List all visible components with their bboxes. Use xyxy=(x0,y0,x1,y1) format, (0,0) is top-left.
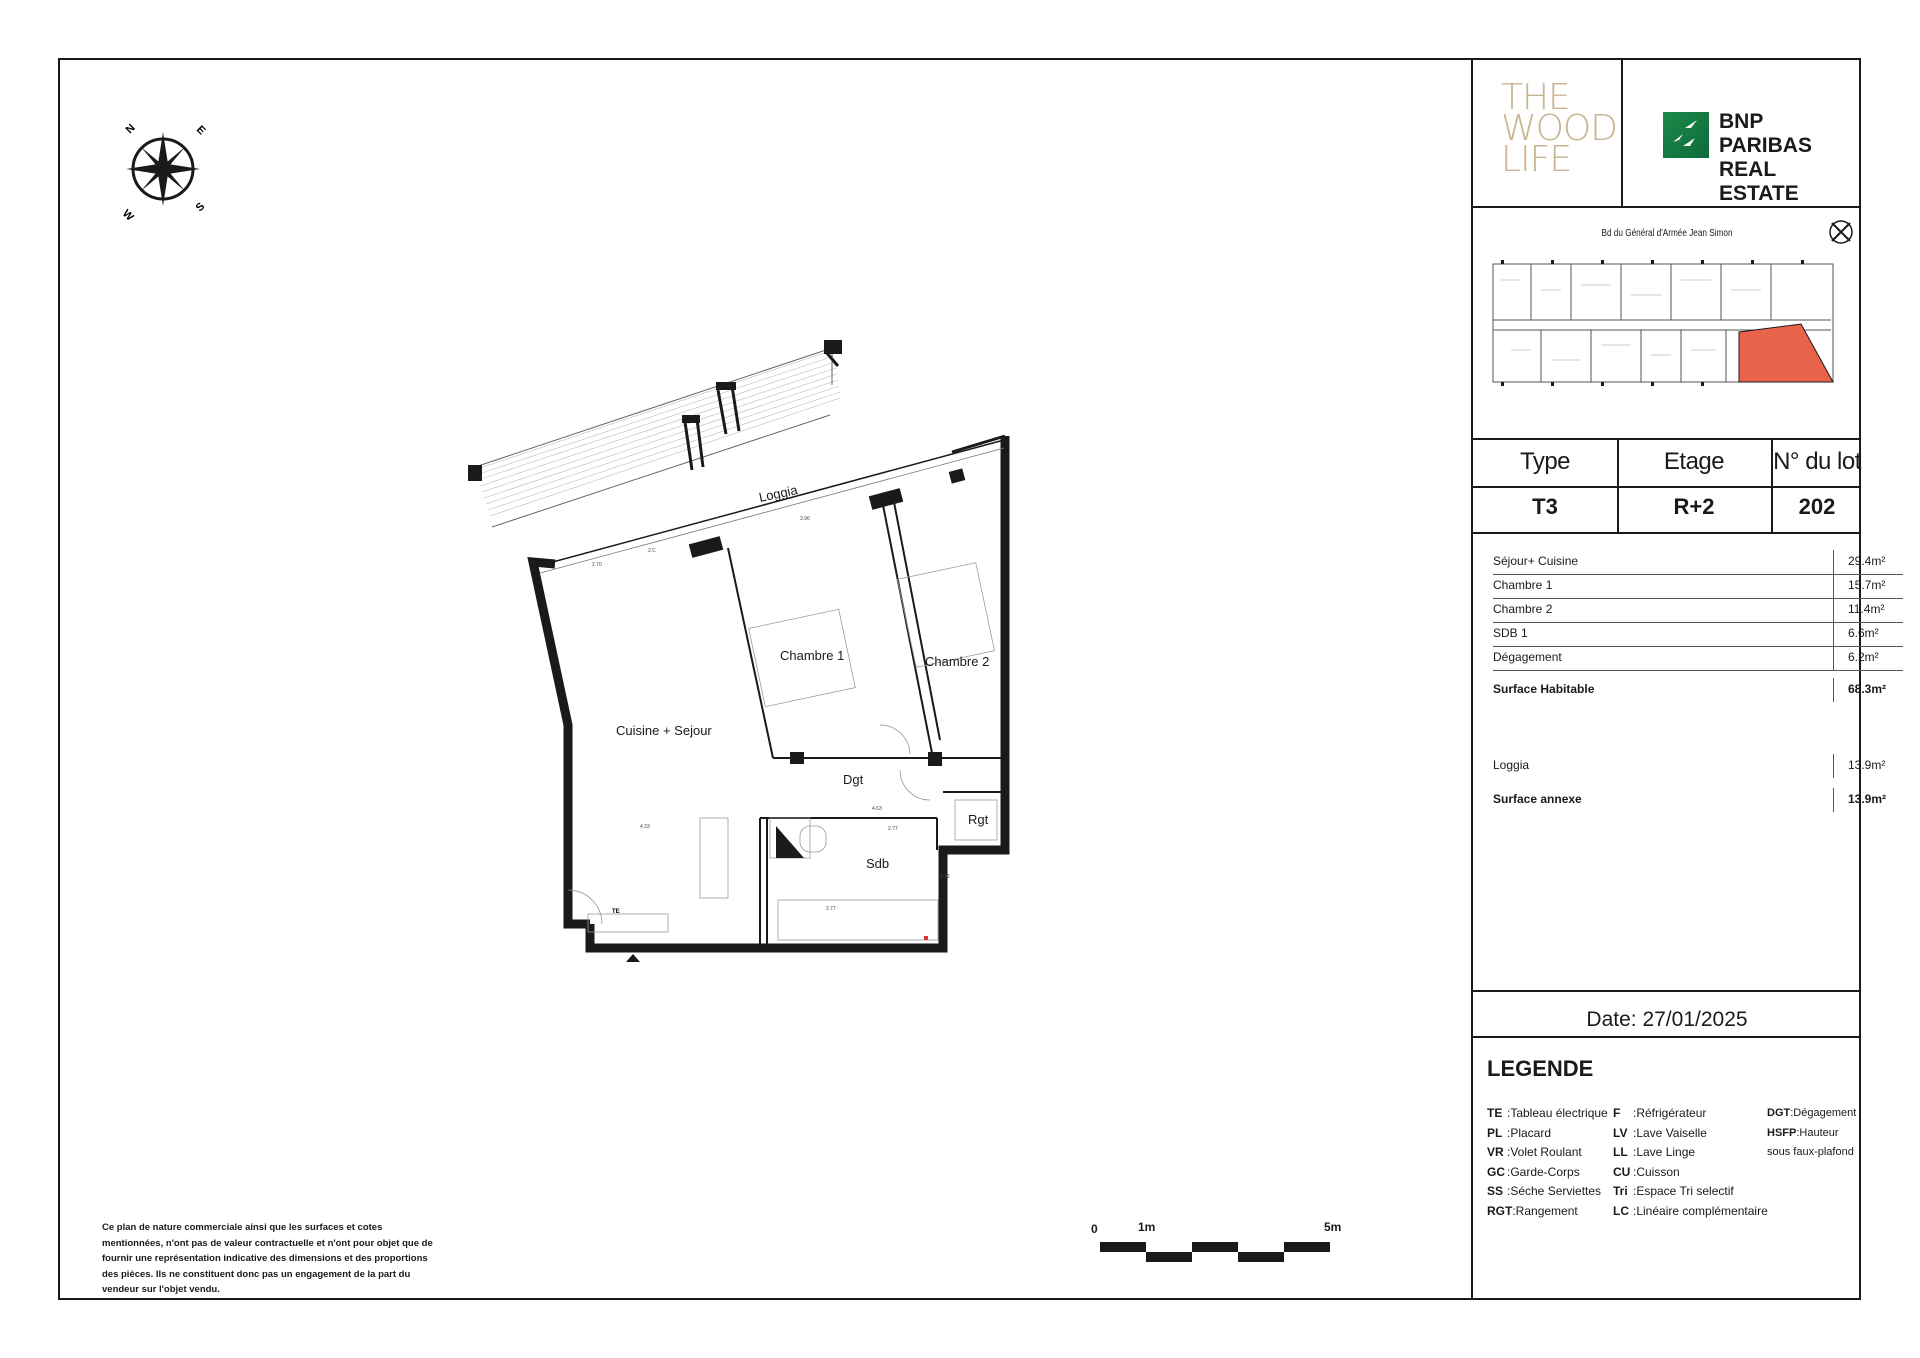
floor-value: R+2 xyxy=(1673,494,1715,519)
surface-row: SDB 1 6.6m² xyxy=(1493,622,1903,647)
legend-item: LV :Lave Vaiselle xyxy=(1613,1125,1707,1140)
plan-date: Date: 27/01/2025 xyxy=(1586,1008,1748,1031)
legend-item: Tri :Espace Tri selectif xyxy=(1613,1184,1734,1198)
compass-n: N xyxy=(123,122,138,137)
legend-item: TE :Tableau électrique xyxy=(1487,1106,1608,1120)
lot-number-value: 202 xyxy=(1798,494,1836,519)
legend-item: VR :Volet Roulant xyxy=(1487,1145,1582,1159)
room-rgt: Rgt xyxy=(968,812,989,827)
bnp-paribas-logo-icon xyxy=(1663,112,1709,158)
bnp-paribas-wordmark: BNP PARIBAS REAL ESTATE xyxy=(1719,110,1812,205)
compass-e: E xyxy=(193,123,208,138)
legend-item: SS :Séche Serviettes xyxy=(1487,1184,1602,1198)
svg-text:3.96: 3.96 xyxy=(800,516,810,522)
compass-s: S xyxy=(193,200,208,215)
surface-annexe-row: Surface annexe 13.9m² xyxy=(1493,788,1903,812)
label-te: TE xyxy=(612,909,620,915)
surface-row: Chambre 2 11.4m² xyxy=(1493,598,1903,623)
legend-col-2 xyxy=(1613,1104,1768,1221)
room-dgt: Dgt xyxy=(843,772,864,787)
legend-item: CU :Cuisson xyxy=(1613,1164,1680,1179)
svg-text:4.63: 4.63 xyxy=(872,806,882,812)
highlighted-lot xyxy=(1739,324,1833,382)
svg-text:2.70: 2.70 xyxy=(592,562,602,568)
legend-item: PL :Placard xyxy=(1487,1125,1552,1140)
surface-row: Dégagement 6.2m² xyxy=(1493,646,1903,671)
compass-w: W xyxy=(119,207,136,224)
room-sdb: Sdb xyxy=(866,856,890,871)
room-loggia: Loggia xyxy=(757,482,799,505)
disclaimer-text: Ce plan de nature commerciale ainsi que les surfaces et cotes mentionnées, n'ont pas de valeur contractuelle et n'ont pour objet que de fournir une représentation indicative des dimensions et des proportions des pièces. Ils ne constituent donc pas un engagement de la part du vendeur sur l'objet vendu. xyxy=(102,1222,433,1295)
plan-sheet xyxy=(58,58,1887,1300)
info-panel xyxy=(1471,60,1887,1298)
the-wood-life-logo: THE WOOD LIFE xyxy=(1501,77,1617,180)
legend-item: LC :Linéaire complémentaire xyxy=(1613,1203,1768,1218)
scale-one: 1m xyxy=(1138,1220,1156,1234)
type-value: T3 xyxy=(1532,494,1558,519)
legend-item: GC :Garde-Corps xyxy=(1487,1164,1580,1179)
scale-zero: 0 xyxy=(1091,1222,1098,1236)
annex-row: Loggia 13.9m² xyxy=(1493,754,1903,778)
room-chambre2: Chambre 2 xyxy=(925,654,990,669)
mini-compass-icon xyxy=(1827,218,1855,246)
street-name: Bd du Général d'Armée Jean Simon xyxy=(1601,228,1733,239)
floor-label: Etage xyxy=(1663,448,1725,475)
room-sejour: Cuisine + Sejour xyxy=(616,723,712,738)
building-keyplan xyxy=(1491,260,1841,400)
legend-item: F :Réfrigérateur xyxy=(1613,1106,1707,1120)
legend-item: RGT:Rangement xyxy=(1487,1203,1578,1218)
svg-text:2.77: 2.77 xyxy=(826,906,836,912)
floor-plan xyxy=(460,330,1040,970)
legend-title: LEGENDE xyxy=(1487,1056,1594,1081)
legend-col-3 xyxy=(1767,1104,1861,1163)
legend-item: DGT:Dégagement xyxy=(1767,1107,1857,1119)
compass-rose-icon xyxy=(108,114,218,224)
svg-text:2.32: 2.32 xyxy=(940,874,950,880)
legend-col-1 xyxy=(1487,1104,1608,1221)
lot-number-label: N° du lot xyxy=(1773,448,1861,475)
legend-item: LL :Lave Linge xyxy=(1613,1145,1696,1159)
svg-text:2.77: 2.77 xyxy=(888,826,898,832)
type-label: Type xyxy=(1519,448,1571,475)
svg-text:4.33: 4.33 xyxy=(640,824,650,830)
svg-text:2.C: 2.C xyxy=(648,548,656,554)
legend-item: HSFP:Hauteur sous faux-plafond xyxy=(1767,1126,1854,1158)
surface-row: Séjour+ Cuisine 29.4m² xyxy=(1493,550,1903,575)
surface-habitable-row: Surface Habitable 68.3m² xyxy=(1493,678,1903,702)
scale-five: 5m xyxy=(1324,1220,1342,1234)
surface-row: Chambre 1 15.7m² xyxy=(1493,574,1903,599)
room-chambre1: Chambre 1 xyxy=(780,648,845,663)
